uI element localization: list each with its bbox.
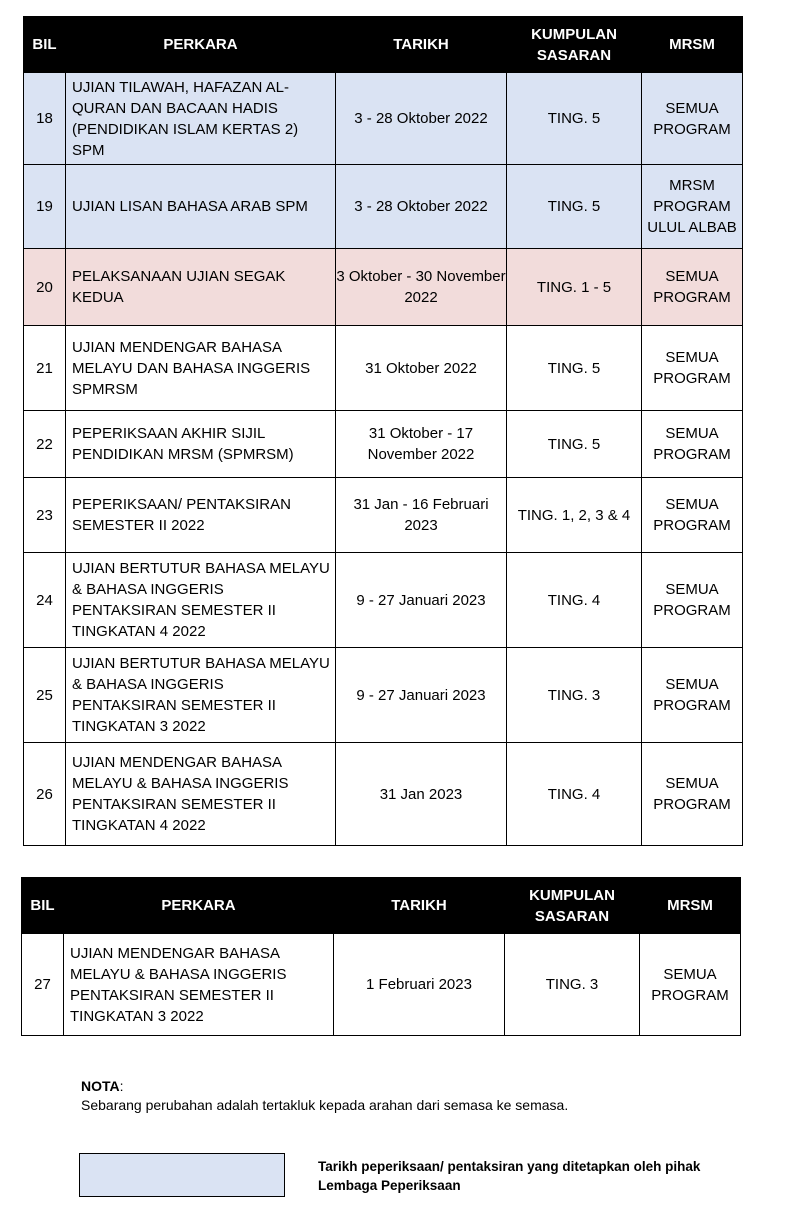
cell-mrsm: SEMUA PROGRAM xyxy=(642,326,743,411)
header-mrsm: MRSM xyxy=(642,17,743,73)
cell-perkara: UJIAN TILAWAH, HAFAZAN AL-QURAN DAN BACAAN HADIS (PENDIDIKAN ISLAM KERTAS 2) SPM xyxy=(66,73,336,165)
cell-bil: 27 xyxy=(22,934,64,1036)
note-section: NOTA: Sebarang perubahan adalah tertakluk kepada arahan dari semasa ke semasa. xyxy=(81,1078,569,1113)
cell-mrsm: SEMUA PROGRAM xyxy=(642,478,743,553)
cell-kumpulan: TING. 5 xyxy=(507,73,642,165)
table-row xyxy=(24,411,743,478)
cell-kumpulan: TING. 1, 2, 3 & 4 xyxy=(507,478,642,553)
header-tarikh: TARIKH xyxy=(334,878,505,934)
cell-bil: 23 xyxy=(24,478,66,553)
table-header-row xyxy=(22,878,741,934)
table-row xyxy=(24,326,743,411)
cell-mrsm: SEMUA PROGRAM xyxy=(642,73,743,165)
cell-tarikh: 3 - 28 Oktober 2022 xyxy=(336,73,507,165)
cell-mrsm: SEMUA PROGRAM xyxy=(642,249,743,326)
cell-mrsm: SEMUA PROGRAM xyxy=(642,411,743,478)
cell-bil: 19 xyxy=(24,165,66,249)
cell-kumpulan: TING. 4 xyxy=(507,553,642,648)
cell-perkara: PEPERIKSAAN AKHIR SIJIL PENDIDIKAN MRSM (SPMRSM) xyxy=(66,411,336,478)
table-header-row xyxy=(24,17,743,73)
schedule-table-2 xyxy=(21,877,741,1036)
cell-perkara: UJIAN BERTUTUR BAHASA MELAYU & BAHASA INGGERIS PENTAKSIRAN SEMESTER II TINGKATAN 4 2022 xyxy=(66,553,336,648)
table-row xyxy=(24,743,743,846)
header-perkara: PERKARA xyxy=(66,17,336,73)
cell-kumpulan: TING. 1 - 5 xyxy=(507,249,642,326)
cell-perkara: UJIAN MENDENGAR BAHASA MELAYU & BAHASA INGGERIS PENTAKSIRAN SEMESTER II TINGKATAN 3 2022 xyxy=(64,934,334,1036)
header-tarikh: TARIKH xyxy=(336,17,507,73)
cell-bil: 22 xyxy=(24,411,66,478)
cell-tarikh: 3 - 28 Oktober 2022 xyxy=(336,165,507,249)
table-row xyxy=(24,553,743,648)
cell-perkara: UJIAN MENDENGAR BAHASA MELAYU & BAHASA INGGERIS PENTAKSIRAN SEMESTER II TINGKATAN 4 2022 xyxy=(66,743,336,846)
cell-tarikh: 3 Oktober - 30 November 2022 xyxy=(336,249,507,326)
table-row xyxy=(24,648,743,743)
cell-kumpulan: TING. 4 xyxy=(507,743,642,846)
cell-tarikh: 31 Jan 2023 xyxy=(336,743,507,846)
cell-kumpulan: TING. 5 xyxy=(507,165,642,249)
cell-perkara: UJIAN LISAN BAHASA ARAB SPM xyxy=(66,165,336,249)
cell-bil: 24 xyxy=(24,553,66,648)
cell-perkara: UJIAN BERTUTUR BAHASA MELAYU & BAHASA INGGERIS PENTAKSIRAN SEMESTER II TINGKATAN 3 2022 xyxy=(66,648,336,743)
cell-tarikh: 31 Oktober - 17 November 2022 xyxy=(336,411,507,478)
cell-mrsm: SEMUA PROGRAM xyxy=(642,743,743,846)
cell-mrsm: SEMUA PROGRAM xyxy=(642,553,743,648)
header-perkara: PERKARA xyxy=(64,878,334,934)
cell-perkara: PELAKSANAAN UJIAN SEGAK KEDUA xyxy=(66,249,336,326)
header-bil: BIL xyxy=(22,878,64,934)
cell-tarikh: 31 Jan - 16 Februari 2023 xyxy=(336,478,507,553)
cell-bil: 18 xyxy=(24,73,66,165)
cell-bil: 25 xyxy=(24,648,66,743)
cell-mrsm: SEMUA PROGRAM xyxy=(640,934,741,1036)
note-text: Sebarang perubahan adalah tertakluk kepada arahan dari semasa ke semasa. xyxy=(81,1097,569,1113)
cell-kumpulan: TING. 3 xyxy=(505,934,640,1036)
header-kumpulan: KUMPULAN SASARAN xyxy=(505,878,640,934)
cell-bil: 26 xyxy=(24,743,66,846)
note-label: NOTA xyxy=(81,1078,120,1094)
table-row xyxy=(24,249,743,326)
cell-kumpulan: TING. 5 xyxy=(507,326,642,411)
table-row xyxy=(22,934,741,1036)
table-row xyxy=(24,478,743,553)
cell-kumpulan: TING. 3 xyxy=(507,648,642,743)
cell-tarikh: 9 - 27 Januari 2023 xyxy=(336,553,507,648)
header-kumpulan: KUMPULAN SASARAN xyxy=(507,17,642,73)
legend-swatch xyxy=(79,1153,285,1197)
cell-bil: 20 xyxy=(24,249,66,326)
cell-mrsm: MRSM PROGRAM ULUL ALBAB xyxy=(642,165,743,249)
cell-tarikh: 31 Oktober 2022 xyxy=(336,326,507,411)
table-row xyxy=(24,165,743,249)
cell-bil: 21 xyxy=(24,326,66,411)
cell-tarikh: 9 - 27 Januari 2023 xyxy=(336,648,507,743)
cell-perkara: UJIAN MENDENGAR BAHASA MELAYU DAN BAHASA INGGERIS SPMRSM xyxy=(66,326,336,411)
table-row xyxy=(24,73,743,165)
header-bil: BIL xyxy=(24,17,66,73)
cell-tarikh: 1 Februari 2023 xyxy=(334,934,505,1036)
legend-text: Tarikh peperiksaan/ pentaksiran yang ditetapkan oleh pihak Lembaga Peperiksaan xyxy=(318,1159,701,1193)
cell-perkara: PEPERIKSAAN/ PENTAKSIRAN SEMESTER II 2022 xyxy=(66,478,336,553)
cell-kumpulan: TING. 5 xyxy=(507,411,642,478)
schedule-table-1 xyxy=(23,16,743,846)
header-mrsm: MRSM xyxy=(640,878,741,934)
cell-mrsm: SEMUA PROGRAM xyxy=(642,648,743,743)
